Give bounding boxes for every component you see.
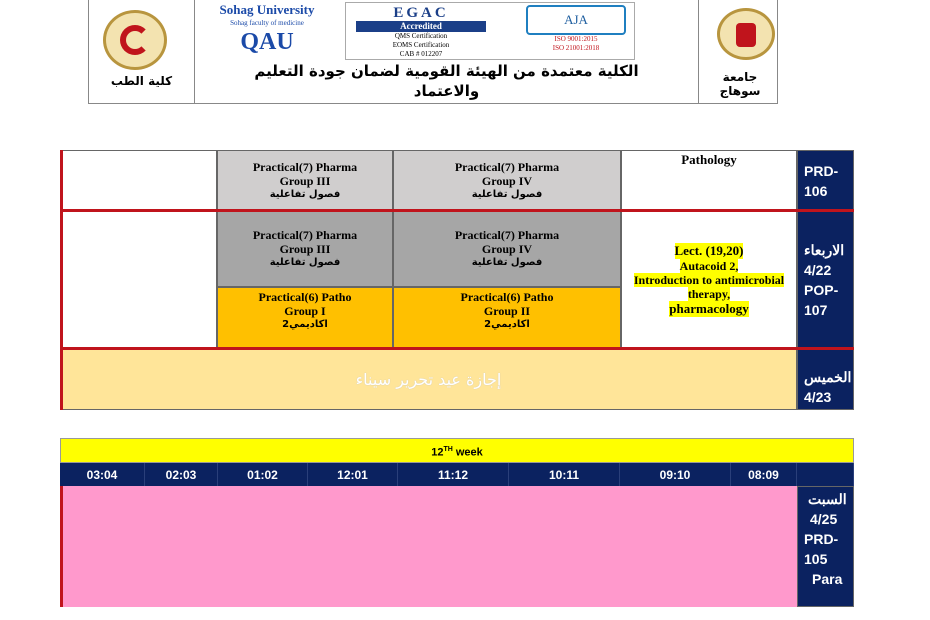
cell-line: pharmacology <box>669 301 749 316</box>
cell-line: فصول تفاعلية <box>269 188 341 200</box>
week-title-bar <box>60 438 854 463</box>
time-slot-blank <box>797 463 854 486</box>
day-cell-thursday <box>797 349 854 410</box>
university-logo <box>717 8 775 60</box>
day-line: الخميس <box>804 369 852 385</box>
qau-top: Sohag University <box>219 2 315 17</box>
accreditation-line1: الكلية معتمدة من الهيئة القومية لضمان جودة التعليم <box>254 62 639 80</box>
day-line: 4/25 <box>810 511 838 527</box>
lecture-cell <box>621 211 797 349</box>
cell-line: Practical(7) Pharma <box>454 228 560 242</box>
holiday-cell <box>60 349 797 410</box>
day-cell-wednesday <box>797 211 854 349</box>
qau-main: QAU <box>240 29 294 55</box>
cell-line: Lect. (19,20) <box>674 243 744 258</box>
cell-line: Introduction to antimicrobial <box>633 273 785 287</box>
egac-l3: CAB # 012207 <box>399 50 443 58</box>
practical-pharma-group4-cell <box>393 150 621 211</box>
aja-l1: ISO 9001:2015 <box>554 35 598 43</box>
egac-l2: EOMS Certification <box>392 41 450 49</box>
cell-line: Group II <box>483 304 531 318</box>
time-slot: 02:03 <box>145 463 218 486</box>
day-line: الاربعاء <box>804 242 845 258</box>
accreditation-line2: والاعتماد <box>413 82 480 100</box>
pathology-cell <box>621 150 797 211</box>
day-line: 106 <box>804 182 828 199</box>
cell-line: فصول تفاعلية <box>471 188 543 200</box>
day-line: السبت <box>808 491 847 507</box>
day-line: 107 <box>804 302 828 318</box>
cell-line: فصول تفاعلية <box>269 257 341 268</box>
cell-line: Group IV <box>481 173 533 188</box>
day-line: 4/22 <box>804 262 832 278</box>
day-line: PRD- <box>804 531 839 547</box>
aja-l2: ISO 21001:2018 <box>552 44 600 52</box>
cell-line: Practical(6) Patho <box>258 290 352 304</box>
egac-l1: QMS Certification <box>394 32 448 40</box>
practical-patho-group2-cell <box>393 287 621 349</box>
empty-cell <box>60 211 217 349</box>
saturday-block <box>60 486 797 607</box>
university-label: جامعة سوهاج <box>719 70 761 98</box>
row-divider <box>60 209 854 212</box>
time-slot: 11:12 <box>398 463 509 486</box>
cell-line: فصول تفاعلية <box>471 257 543 268</box>
practical-patho-group1-cell <box>217 287 393 349</box>
cell-line: Practical(7) Pharma <box>454 159 560 174</box>
faculty-label: كلية الطب <box>110 74 173 88</box>
day-line: 4/23 <box>804 389 832 405</box>
day-cell-prd106 <box>797 150 854 211</box>
time-slot: 03:04 <box>60 463 145 486</box>
day-line: POP- <box>804 282 839 298</box>
day-line: Para <box>812 571 843 587</box>
left-border <box>60 150 63 410</box>
week-word: week <box>455 446 483 459</box>
faculty-logo <box>103 10 167 70</box>
time-slot: 09:10 <box>620 463 731 486</box>
time-slot: 10:11 <box>509 463 620 486</box>
cell-line: therapy, <box>687 287 731 301</box>
row-divider <box>60 347 854 350</box>
cell-line: Group I <box>284 304 326 318</box>
aja-main: AJA <box>526 5 626 35</box>
time-slot: 08:09 <box>731 463 797 486</box>
week-number: 12 <box>431 446 444 459</box>
letterhead <box>88 0 778 104</box>
cell-line: Autacoid 2, <box>679 259 739 273</box>
practical-pharma-group3-cell <box>217 211 393 287</box>
cell-line: Practical(7) Pharma <box>252 228 358 242</box>
practical-pharma-group4-cell <box>393 211 621 287</box>
egac-sub: Accredited <box>356 21 486 32</box>
cell-line: Practical(7) Pharma <box>252 159 358 174</box>
practical-pharma-group3-cell <box>217 150 393 211</box>
empty-cell <box>60 150 217 211</box>
time-slot: 12:01 <box>308 463 398 486</box>
holiday-label: إجازة عيد تحرير سيناء <box>355 369 502 389</box>
egac-logo <box>345 2 635 60</box>
time-slot: 01:02 <box>218 463 308 486</box>
cell-line: Practical(6) Patho <box>460 290 554 304</box>
qau-sub: Sohag faculty of medicine <box>230 19 304 27</box>
qau-logo <box>207 2 327 60</box>
cell-line: اكاديمي2 <box>484 319 530 330</box>
cell-line: اكاديمي2 <box>282 319 328 330</box>
cell-line: Group III <box>279 173 331 188</box>
egac-main: EGAC <box>393 5 449 21</box>
day-line: PRD- <box>804 162 839 179</box>
day-line: 105 <box>804 551 828 567</box>
cell-line: Pathology <box>681 152 737 167</box>
week-sup: TH <box>443 446 453 453</box>
cell-line: Group III <box>279 242 331 256</box>
cell-line: Group IV <box>481 242 533 256</box>
day-cell-saturday <box>797 486 854 607</box>
